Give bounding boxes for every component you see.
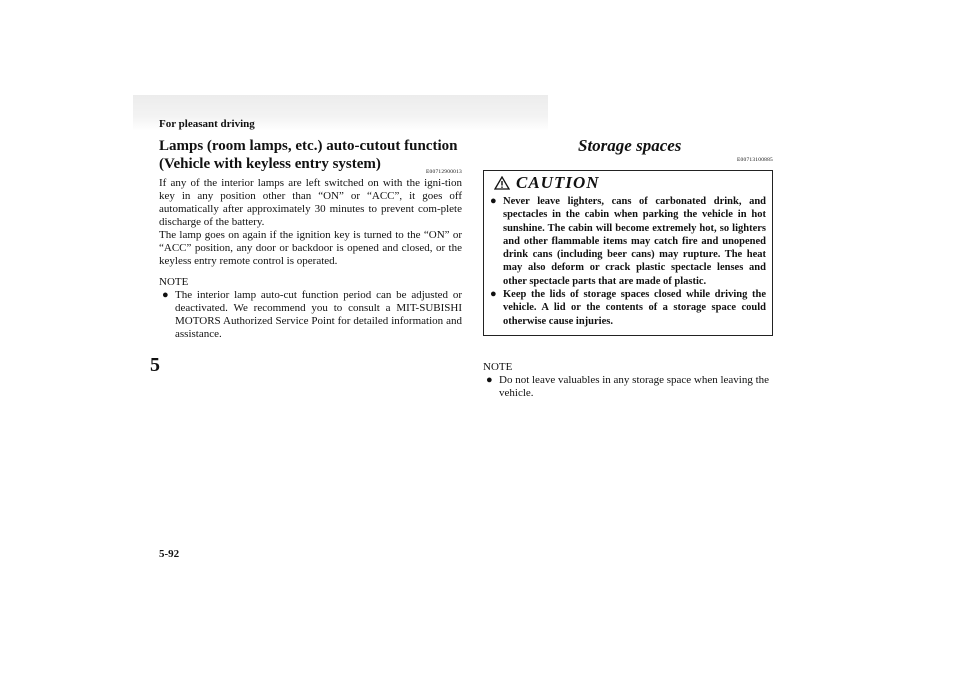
bullet-icon: ● [162, 289, 169, 301]
note-text: Do not leave valuables in any storage space when leaving the vehicle. [499, 373, 770, 399]
section-code: E00712900013 [425, 169, 462, 175]
section-code: E00713100885 [736, 157, 773, 163]
caution-header [490, 171, 766, 195]
caution-text: Never leave lighters, cans of carbonated drink, and spectacles in the cabin when parking the vehicle in hot sunshine. The cabin will become extremely hot, so lighters and other flammable items may catch fire and unopened drink cans (including beer cans) may rupture. The heat may also deform or crack plastic spectacle lenses and other spectacle parts that are made of plastic. [503, 196, 766, 287]
note-item [483, 374, 773, 400]
left-column [159, 137, 462, 341]
note-item [159, 289, 462, 341]
bullet-icon: ● [490, 195, 497, 207]
section-heading: Storage spaces [578, 136, 682, 155]
note-text: The interior lamp auto-cut function period can be adjusted or deactivated. We recommend you to consult a MIT-SUBISHI MOTORS Authorized Service Point for detailed information and assistance. [175, 289, 462, 340]
section-heading: Lamps (room lamps, etc.) auto-cutout function (Vehicle with keyless entry system) [159, 138, 458, 172]
note-label: NOTE [159, 276, 189, 288]
caution-item [490, 288, 766, 328]
warning-triangle-icon [494, 176, 510, 190]
caution-item [490, 195, 766, 288]
bullet-icon: ● [490, 288, 497, 301]
caution-box [483, 170, 773, 336]
caution-text: Keep the lids of storage spaces closed while driving the vehicle. A lid or the contents of a storage space could otherwise cause injuries. [503, 289, 766, 327]
page-header-title: For pleasant driving [159, 118, 255, 130]
note-label: NOTE [483, 360, 513, 373]
body-paragraph: The lamp goes on again if the ignition key is turned to the “ON” or “ACC” position, any door or backdoor is opened and closed, or the keyless entry remote control is operated. [159, 229, 462, 267]
bullet-icon: ● [486, 373, 493, 386]
chapter-tab: 5 [150, 354, 160, 376]
right-column [483, 137, 773, 400]
caution-title: CAUTION [516, 173, 600, 192]
page-number: 5-92 [159, 548, 180, 560]
body-paragraph: If any of the interior lamps are left switched on with the igni-tion key in any position other than “ON” or “ACC”, it goes off automatically after approximately 30 minutes to prevent com-plete discharge of the battery. [159, 177, 462, 228]
